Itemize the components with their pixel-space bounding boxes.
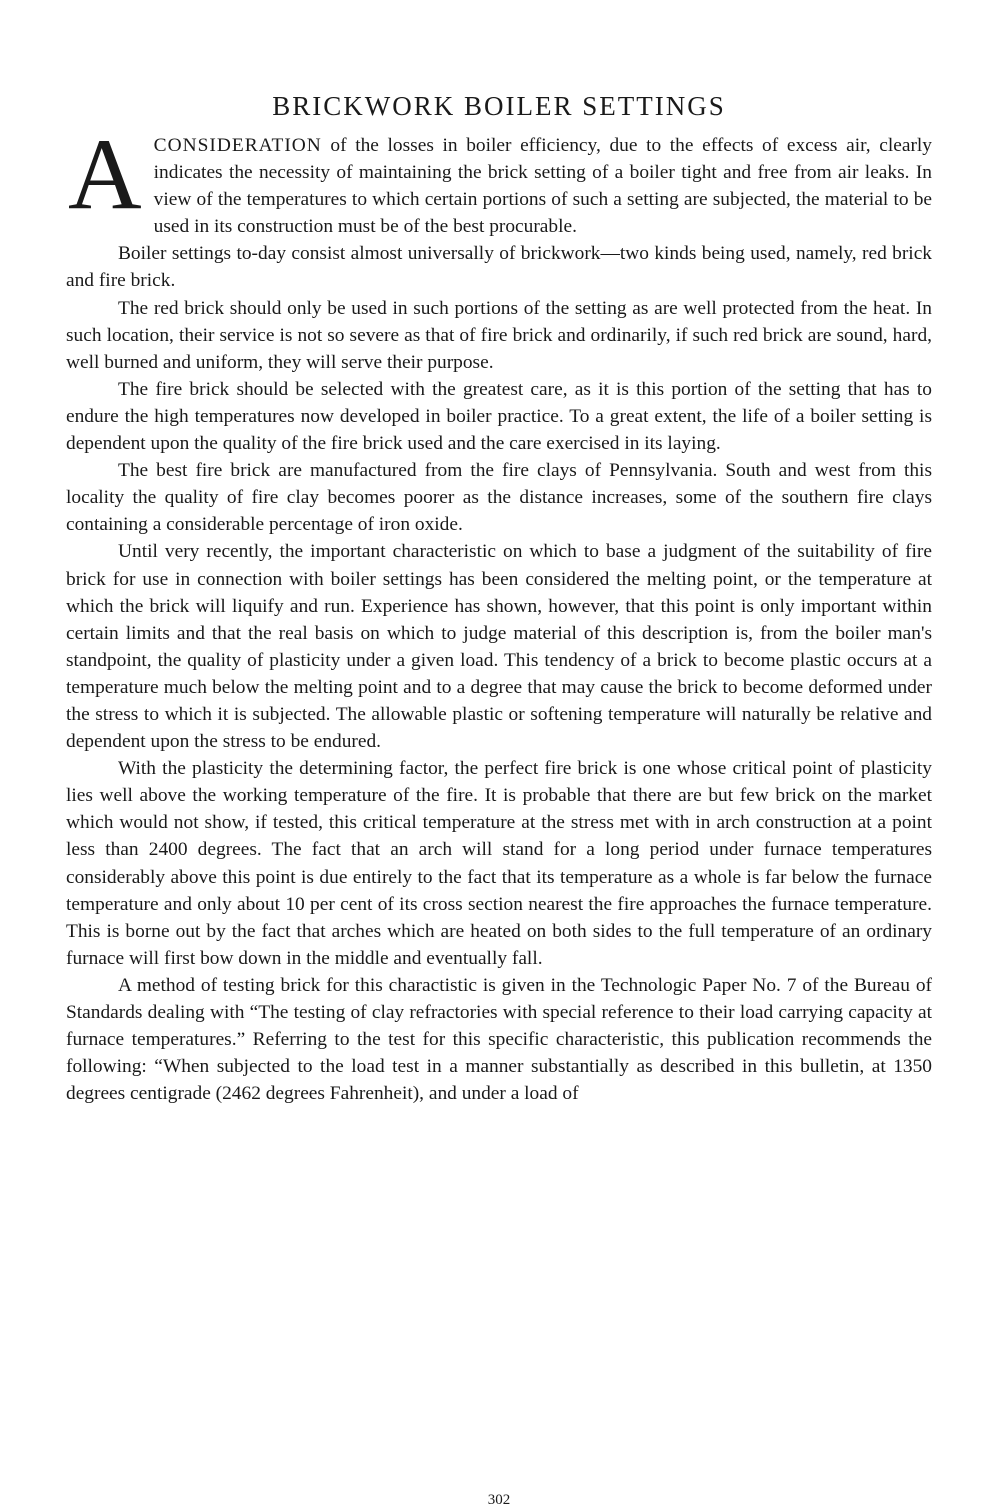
paragraph-1 <box>66 118 932 240</box>
paragraph-4: The fire brick should be selected with the greatest care, as it is this portion of the setting that has to endure the high temperatures now developed in boiler practice. To a great extent, the life of a boiler setting is dependent upon the quality of the fire brick used and the care exercised in its laying. <box>66 378 932 455</box>
paragraph-6: Until very recently, the important characteristic on which to base a judgment of the suitability of fire brick for use in connection with boiler settings has been considered the melting point, or the temperature at which the brick will liquify and run. Experience has shown, however, that this point is only important within certain limits and that the real basis on which to judge material of this description is, from the boiler man's standpoint, the quality of plasticity under a given load. This tendency of a brick to become plastic occurs at a temperature much below the melting point and to a degree that may cause the brick to become deformed under the stress to which it is subjected. The allowable plastic or softening temperature will naturally be relative and dependent upon the stress to be endured. <box>66 541 932 753</box>
paragraph-8: A method of testing brick for this charactistic is given in the Technologic Paper No. 7 of the Bureau of Standards dealing with “The testing of clay refractories with special reference to their load carrying capacity at furnace temperatures.” Referring to the test for this specific characteristic, this publication recommends the following: “When subjected to the load test in a manner substantially as described in this bulletin, at 1350 degrees centigrade (2462 degrees Fahrenheit), and under a load of <box>66 974 932 1105</box>
page-number: 302 <box>487 1492 511 1508</box>
paragraph-1-text: of the losses in boiler efficiency, due to the effects of excess air, clearly indicates the necessity of maintaining the brick setting of a boiler tight and free from air leaks. In view of the temperatures to which certain portions of such a setting are subjected, the material to be used in its construction must be of the best procurable. <box>153 135 932 238</box>
lead-caps: CONSIDERATION <box>153 135 322 156</box>
paragraph-7: With the plasticity the determining factor, the perfect fire brick is one whose critical point of plasticity lies well above the working temperature of the fire. It is probable that there are but few brick on the market which would not show, if tested, this critical temperature at the stress met with in arch construction at a point less than 2400 degrees. The fact that an arch will stand for a long period under furnace temperatures considerably above this point is due entirely to the fact that its temperature as a whole is far below the furnace temperature and only about 10 per cent of its cross section nearest the fire approaches the furnace temperature. This is borne out by the fact that arches which are heated on both sides to the full temperature of an ordinary furnace will first bow down in the middle and eventually fall. <box>66 758 932 969</box>
body-text <box>66 118 932 1107</box>
document-page <box>66 80 932 1508</box>
paragraph-3: The red brick should only be used in such portions of the setting as are well protected from the heat. In such location, their service is not so severe as that of fire brick and ordinarily, if such red brick are sound, hard, well burned and uniform, they will serve their purpose. <box>66 297 932 373</box>
paragraph-2: Boiler settings to-day consist almost universally of brickwork—two kinds being used, namely, red brick and fire brick. <box>66 243 932 292</box>
paragraph-5: The best fire brick are manufactured from the fire clays of Pennsylvania. South and west from this locality the quality of fire clay becomes poorer as the distance increases, some of the southern fire clays containing a considerable percentage of iron oxide. <box>66 460 932 536</box>
page-title: BRICKWORK BOILER SETTINGS <box>272 91 726 121</box>
drop-cap: A <box>68 118 142 231</box>
